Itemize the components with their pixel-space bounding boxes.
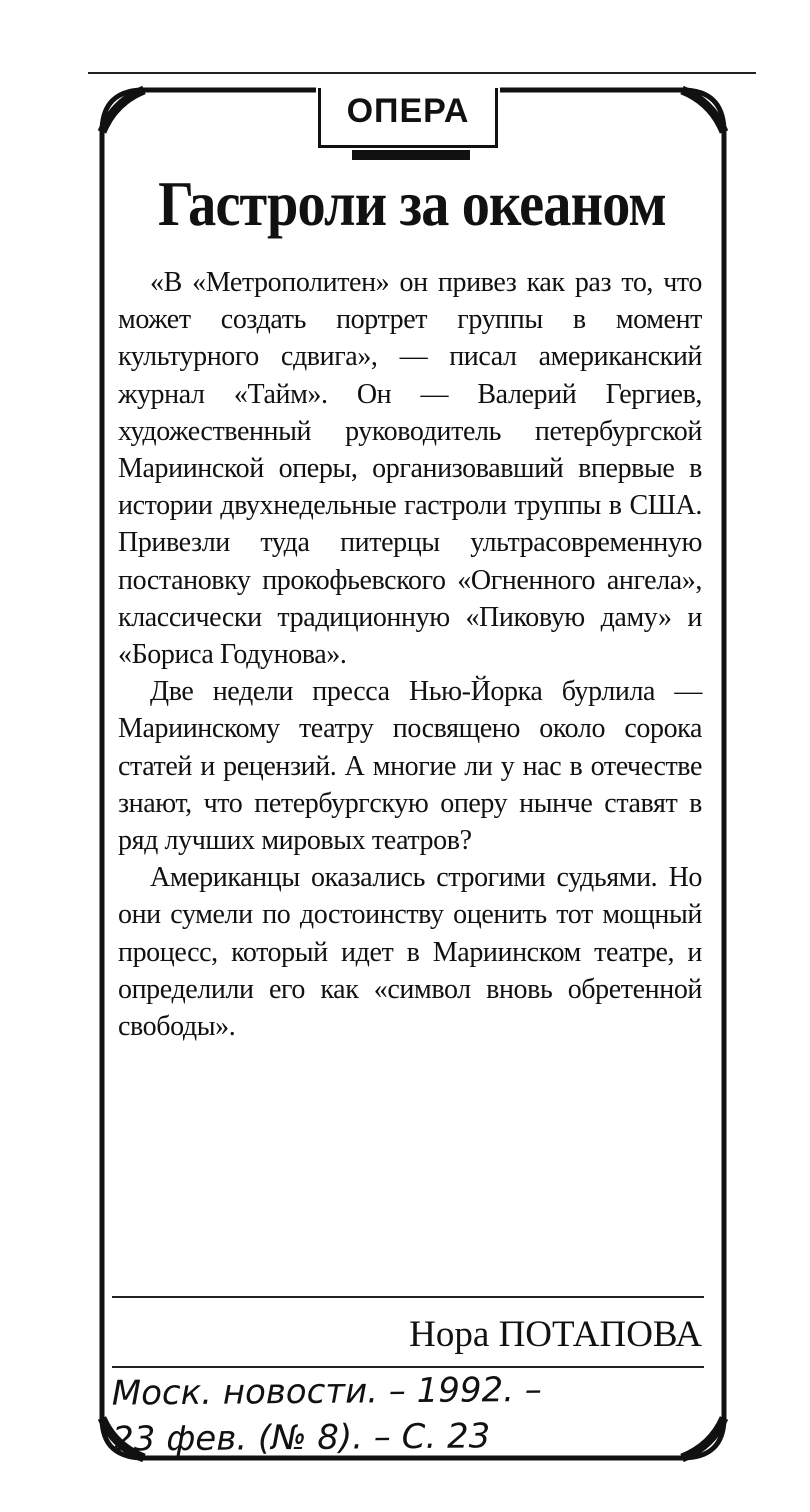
handwritten-note-line-2: 23 фев. (№ 8). – С. 23 [112, 1416, 491, 1460]
section-tag-bar [352, 150, 470, 160]
paragraph-3: Американцы оказались строгими судьями. Но они сумели по достоинству оценить тот мощный процесс, который идет в Мариинском театре, и определили его как «символ вновь обретенной свободы». [118, 862, 702, 1043]
article-body [118, 264, 702, 1045]
handwritten-note-line-1: Моск. новости. – 1992. – [111, 1369, 542, 1414]
headline: Гастроли за океаном [158, 168, 666, 239]
top-rule [88, 72, 756, 74]
paragraph-1: «В «Метрополитен» он привез как раз то, что может создать портрет группы в момент культурного сдвига», — писал американский журнал «Тайм». Он — Валерий Гергиев, художественный руководитель петербургской Мариинской оперы, организовавший впервые в истории двухнедельные гастроли труппы в США. Привезли туда питерцы ультрасовременную постановку прокофьевского «Огненного ангела», классически традиционную «Пиковую даму» и «Бориса Годунова». [118, 267, 702, 671]
byline: Нора ПОТАПОВА [409, 1314, 702, 1355]
signature-rule [112, 1296, 704, 1298]
section-tag-label: ОПЕРА [346, 92, 470, 130]
section-tag [318, 88, 498, 148]
paragraph-2: Две недели пресса Нью-Йорка бурлила — Мариинскому театру посвящено около сорока статей и рецензий. А многие ли у нас в отечестве знают, что петербургскую оперу нынче ставят в ряд лучших мировых театров? [118, 676, 702, 857]
handwritten-note [112, 1365, 713, 1470]
